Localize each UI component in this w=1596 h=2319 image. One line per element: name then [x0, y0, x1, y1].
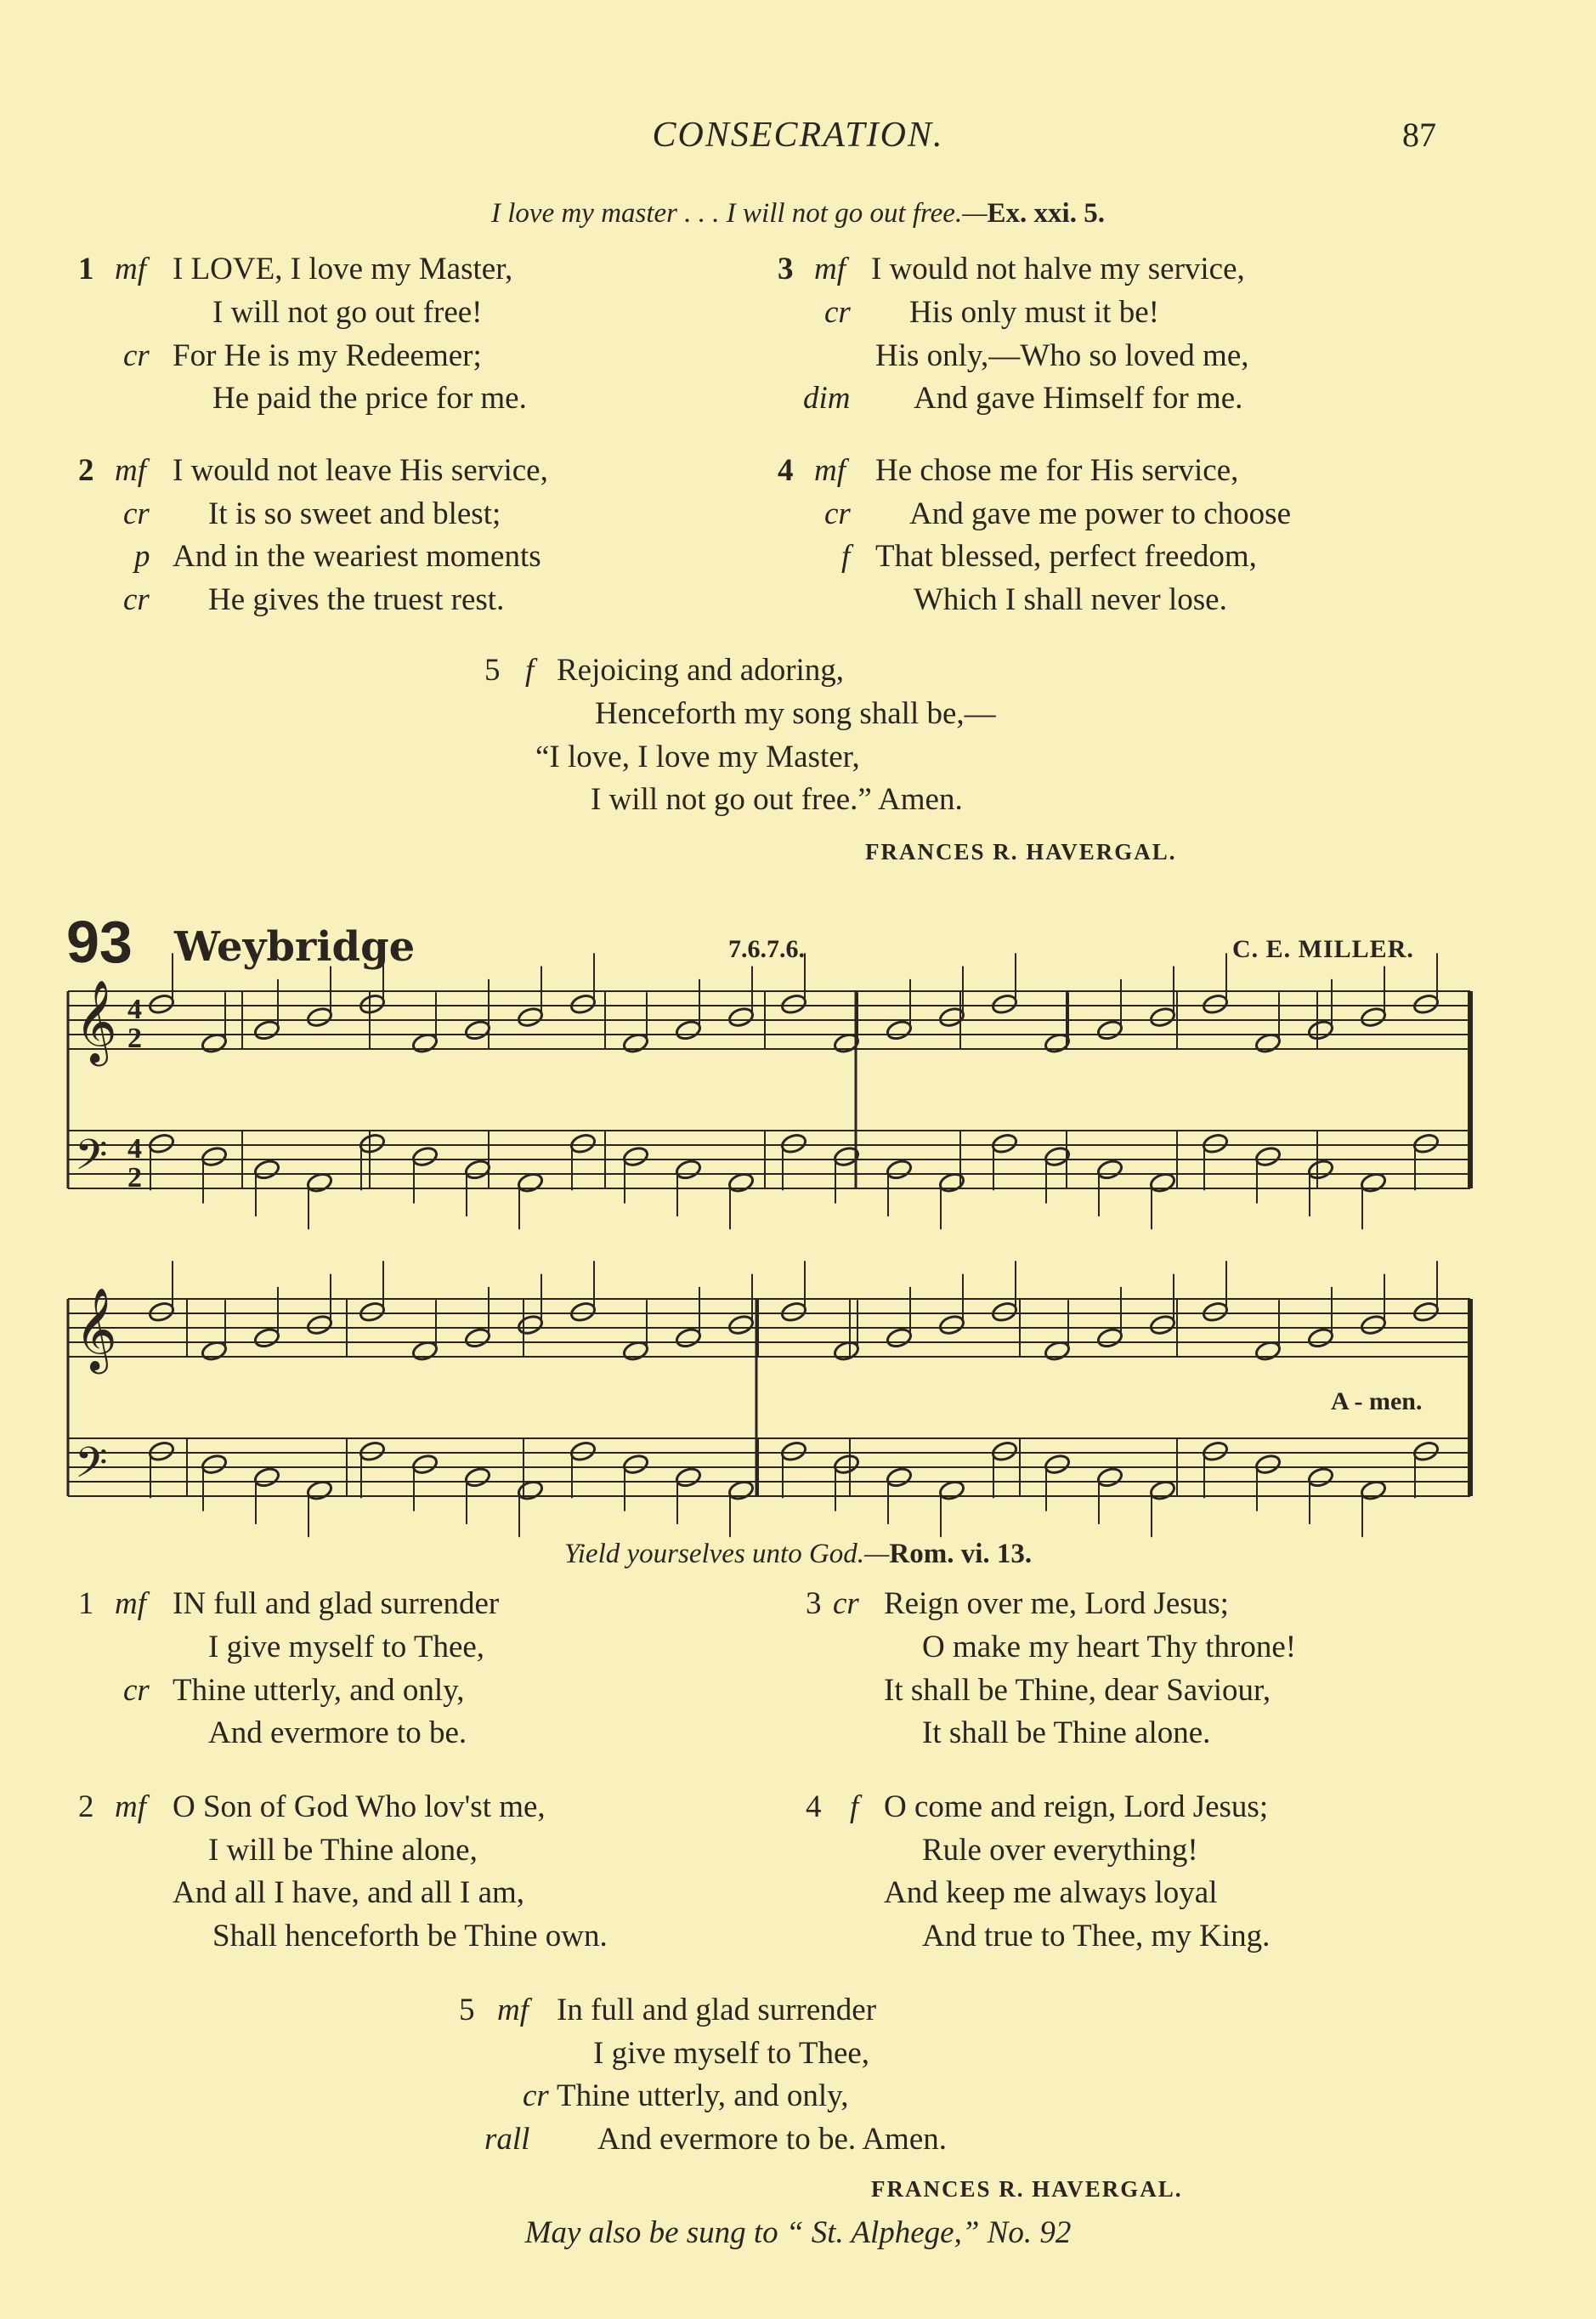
verse-line: It is so sweet and blest;: [208, 496, 501, 531]
verse-number: 2: [78, 453, 94, 488]
note-head-icon: [569, 1132, 597, 1154]
verse-line: And in the weariest moments: [173, 539, 541, 574]
dynamic-mark: cr: [824, 496, 851, 531]
note-head-icon: [1412, 993, 1440, 1015]
bass-clef-icon: 𝄢: [75, 1132, 108, 1188]
verse-line: Rejoicing and adoring,: [557, 653, 845, 688]
note-head-icon: [780, 1440, 807, 1462]
verse-number: 4: [778, 453, 794, 488]
verse-line: He paid the price for me.: [212, 381, 527, 416]
composer: C. E. MILLER.: [1232, 935, 1414, 963]
note-head-icon: [306, 1006, 333, 1028]
note-head-icon: [886, 1019, 913, 1041]
verse-line: In full and glad surrender: [557, 1993, 877, 2027]
dynamic-mark: mf: [115, 1586, 146, 1621]
note-head-icon: [886, 1327, 913, 1349]
dynamic-mark: mf: [115, 453, 146, 488]
verse-line: I LOVE, I love my Master,: [173, 252, 513, 286]
bass-clef-icon: 𝄢: [75, 1440, 108, 1496]
verse-number: 1: [78, 1586, 94, 1621]
note-head-icon: [1096, 1019, 1123, 1041]
note-head-icon: [622, 1145, 649, 1167]
note-head-icon: [675, 1159, 702, 1181]
verse-line: His only,—Who so loved me,: [875, 338, 1249, 373]
note-head-icon: [886, 1159, 913, 1181]
note-head-icon: [201, 1145, 228, 1167]
note-head-icon: [1202, 1301, 1229, 1323]
verse-line: Henceforth my song shall be,—: [595, 696, 996, 731]
epigraph-text: I love my master . . . I will not go out free.—: [491, 198, 988, 229]
meter: 7.6.7.6.: [728, 935, 805, 963]
note-head-icon: [464, 1019, 491, 1041]
verse-line: Thine utterly, and only,: [173, 1673, 465, 1708]
verse-line: Reign over me, Lord Jesus;: [884, 1586, 1229, 1621]
note-head-icon: [1307, 1466, 1334, 1488]
note-head-icon: [886, 1466, 913, 1488]
note-head-icon: [359, 1301, 386, 1323]
note-head-icon: [411, 1145, 439, 1167]
verse-line: Rule over everything!: [922, 1833, 1198, 1868]
note-head-icon: [938, 1006, 965, 1028]
note-head-icon: [1254, 1145, 1282, 1167]
verse-line: And gave Himself for me.: [914, 381, 1243, 416]
note-head-icon: [464, 1327, 491, 1349]
note-head-icon: [253, 1466, 280, 1488]
verse-line: Which I shall never lose.: [914, 582, 1227, 617]
note-head-icon: [517, 1313, 544, 1335]
dynamic-mark: mf: [814, 252, 846, 286]
bass-staff: [68, 1438, 1470, 1496]
note-head-icon: [148, 1132, 175, 1154]
note-head-icon: [727, 1313, 755, 1335]
note-head-icon: [991, 1301, 1018, 1323]
verse-number: 2: [78, 1789, 94, 1824]
note-head-icon: [780, 1132, 807, 1154]
dynamic-mark: rall: [484, 2122, 530, 2157]
hymn-93-author: FRANCES R. HAVERGAL.: [871, 2176, 1183, 2202]
verse-line: I will not go out free.” Amen.: [591, 782, 963, 817]
note-head-icon: [517, 1006, 544, 1028]
hymn-92-author: FRANCES R. HAVERGAL.: [865, 839, 1177, 865]
note-head-icon: [1149, 1313, 1176, 1335]
note-head-icon: [569, 1440, 597, 1462]
verse-line: O make my heart Thy throne!: [922, 1630, 1297, 1664]
note-head-icon: [991, 1440, 1018, 1462]
note-head-icon: [991, 1132, 1018, 1154]
treble-clef-icon: 𝄞: [75, 983, 117, 1062]
note-head-icon: [359, 1132, 386, 1154]
verse-line: I will be Thine alone,: [208, 1833, 478, 1868]
verse-number: 4: [806, 1789, 822, 1824]
note-head-icon: [148, 993, 175, 1015]
epigraph-ref: Ex. xxi. 5.: [987, 198, 1105, 229]
verse-line: I would not leave His service,: [173, 453, 548, 488]
verse-line: And evermore to be. Amen.: [597, 2122, 947, 2157]
page-title: CONSECRATION.: [652, 116, 944, 155]
note-head-icon: [938, 1313, 965, 1335]
dynamic-mark: f: [850, 1789, 859, 1824]
note-head-icon: [148, 1301, 175, 1323]
note-head-icon: [1044, 1453, 1071, 1475]
note-head-icon: [1360, 1006, 1387, 1028]
verse-number: 5: [484, 653, 501, 688]
dynamic-mark: cr: [123, 582, 150, 617]
dynamic-mark: dim: [803, 381, 851, 416]
note-head-icon: [253, 1327, 280, 1349]
dynamic-mark: mf: [814, 453, 846, 488]
note-head-icon: [464, 1159, 491, 1181]
treble-clef-icon: 𝄞: [75, 1290, 117, 1369]
verse-line: He gives the truest rest.: [208, 582, 505, 617]
dynamic-mark: cr: [523, 2078, 549, 2113]
verse-line: I give myself to Thee,: [593, 2036, 870, 2071]
dynamic-mark: mf: [115, 252, 146, 286]
note-head-icon: [1202, 1440, 1229, 1462]
note-head-icon: [622, 1453, 649, 1475]
time-signature-icon: 2: [127, 1162, 142, 1194]
note-head-icon: [1202, 993, 1229, 1015]
verse-line: It shall be Thine, dear Saviour,: [884, 1673, 1271, 1708]
note-head-icon: [148, 1440, 175, 1462]
note-head-icon: [1096, 1327, 1123, 1349]
note-head-icon: [359, 1440, 386, 1462]
verse-line: O Son of God Who lov'st me,: [173, 1789, 546, 1824]
note-head-icon: [1096, 1466, 1123, 1488]
note-head-icon: [780, 1301, 807, 1323]
amen-label: A - men.: [1331, 1387, 1423, 1415]
bass-staff: [68, 1131, 1470, 1188]
verse-line: I would not halve my service,: [871, 252, 1245, 286]
note-head-icon: [1412, 1301, 1440, 1323]
note-head-icon: [253, 1019, 280, 1041]
time-signature-icon: 2: [127, 1023, 142, 1054]
dynamic-mark: cr: [833, 1586, 859, 1621]
note-head-icon: [201, 1453, 228, 1475]
note-head-icon: [675, 1019, 702, 1041]
note-head-icon: [727, 1006, 755, 1028]
dynamic-mark: mf: [497, 1993, 529, 2027]
note-head-icon: [569, 993, 597, 1015]
epigraph-text: Yield yourselves unto God.—: [563, 1539, 890, 1569]
note-head-icon: [253, 1159, 280, 1181]
note-head-icon: [1307, 1019, 1334, 1041]
dynamic-mark: mf: [115, 1789, 146, 1824]
note-head-icon: [1360, 1313, 1387, 1335]
dynamic-mark: f: [841, 539, 851, 574]
verse-line: Shall henceforth be Thine own.: [212, 1919, 608, 1953]
verse-line: I will not go out free!: [212, 295, 483, 330]
note-head-icon: [569, 1301, 597, 1323]
note-head-icon: [1202, 1132, 1229, 1154]
verse-number: 5: [459, 1993, 475, 2027]
note-head-icon: [1307, 1159, 1334, 1181]
hymn-number: 93: [66, 909, 133, 975]
note-head-icon: [833, 1453, 860, 1475]
note-head-icon: [306, 1313, 333, 1335]
dynamic-mark: p: [134, 539, 150, 574]
tune-name: Weybridge: [174, 923, 416, 971]
verse-number: 3: [806, 1586, 822, 1621]
verse-line: His only must it be!: [909, 295, 1159, 330]
verse-line: That blessed, perfect freedom,: [875, 539, 1257, 574]
time-signature-icon: 4: [127, 1133, 142, 1165]
verse-line: “I love, I love my Master,: [535, 740, 860, 774]
note-head-icon: [359, 993, 386, 1015]
note-head-icon: [1412, 1132, 1440, 1154]
verse-line: And true to Thee, my King.: [922, 1919, 1271, 1953]
note-head-icon: [1254, 1453, 1282, 1475]
verse-line: And keep me always loyal: [884, 1875, 1218, 1910]
verse-number: 3: [778, 252, 794, 286]
verse-line: And all I have, and all I am,: [173, 1875, 525, 1910]
verse-line: It shall be Thine alone.: [922, 1715, 1211, 1750]
epigraph-ref: Rom. vi. 13.: [889, 1539, 1033, 1569]
dynamic-mark: cr: [123, 496, 150, 531]
hymn-93-epigraph: [0, 1539, 1596, 1570]
note-head-icon: [1307, 1327, 1334, 1349]
verse-line: I give myself to Thee,: [208, 1630, 485, 1664]
page-number: 87: [1402, 116, 1436, 154]
note-head-icon: [411, 1453, 439, 1475]
note-head-icon: [1149, 1006, 1176, 1028]
note-head-icon: [1412, 1440, 1440, 1462]
verse-line: And gave me power to choose: [909, 496, 1292, 531]
also-sung-note: May also be sung to “ St. Alphege,” No. 92: [524, 2215, 1072, 2250]
note-head-icon: [1096, 1159, 1123, 1181]
verse-line: O come and reign, Lord Jesus;: [884, 1789, 1269, 1824]
dynamic-mark: cr: [123, 1673, 150, 1708]
verse-line: IN full and glad surrender: [173, 1586, 500, 1621]
note-head-icon: [675, 1466, 702, 1488]
verse-number: 1: [78, 252, 94, 286]
dynamic-mark: cr: [123, 338, 150, 373]
verse-line: He chose me for His service,: [875, 453, 1239, 488]
dynamic-mark: cr: [824, 295, 851, 330]
note-head-icon: [780, 993, 807, 1015]
note-head-icon: [675, 1327, 702, 1349]
note-head-icon: [464, 1466, 491, 1488]
verse-line: For He is my Redeemer;: [173, 338, 482, 373]
dynamic-mark: f: [525, 653, 535, 688]
time-signature-icon: 4: [127, 994, 142, 1025]
verse-line: Thine utterly, and only,: [557, 2078, 849, 2113]
note-head-icon: [991, 993, 1018, 1015]
verse-line: And evermore to be.: [208, 1715, 467, 1750]
